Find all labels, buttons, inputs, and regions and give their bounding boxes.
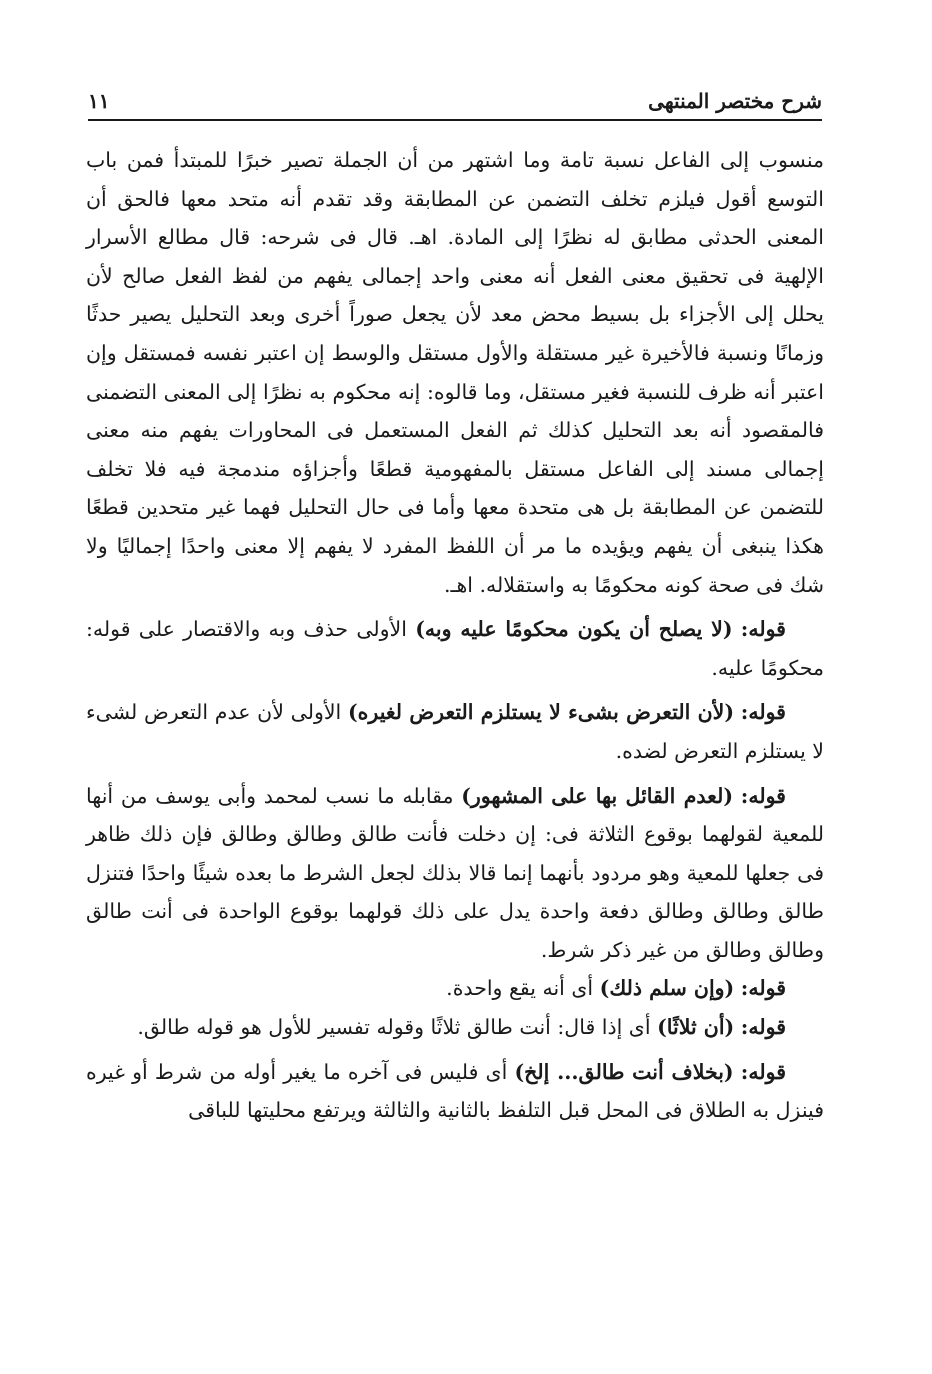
commentary-text: أى فليس فى آخره ما يغير أوله من شرط أو غيره فينزل به الطلاق فى المحل قبل التلفظ بالثانية والثالثة ويرتفع محليتها للباقى — [86, 1059, 824, 1123]
lemma-quote: (أن ثلاثًا) — [657, 1015, 735, 1040]
lemma-quote: (لعدم القائل بها على المشهور) — [461, 783, 734, 808]
lemma-label: قوله: — [740, 976, 786, 1001]
page-header — [88, 85, 822, 121]
lemma-quote: (بخلاف أنت طالق... إلخ) — [514, 1059, 734, 1084]
lemma-quote: (وإن سلم ذلك) — [599, 976, 735, 1001]
commentary-paragraph — [86, 777, 824, 970]
commentary-text: الأولى لأن عدم التعرض لشىء لا يستلزم التعرض لضده. — [86, 700, 824, 763]
commentary-paragraph — [86, 1008, 824, 1047]
lemma-label: قوله: — [740, 1015, 786, 1040]
commentary-text: مقابله ما نسب لمحمد وأبى يوسف من أنها للمعية لقولهما بوقوع الثلاثة فى: إن دخلت فأنت طالق وطالق وطالق فإن ذلك ظاهر فى جعلها للمعية وهو مردود بأنهما إنما قالا بذلك لجعل الشرط ما بعده شيئًا واحدًا فتنزل طالق وطالق وطالق دفعة واحدة يدل على ذلك قولهما بوقوع الواحدة فى أنت طالق وطالق وطالق من غير ذكر شرط. — [86, 783, 824, 962]
paragraph — [86, 141, 824, 604]
lemma-label: قوله: — [740, 783, 786, 808]
running-title: شرح مختصر المنتهى — [648, 89, 822, 113]
commentary-paragraph — [86, 1053, 824, 1130]
commentary-paragraph — [86, 693, 824, 770]
commentary-paragraph — [86, 969, 824, 1008]
page-number: ١١ — [88, 89, 110, 113]
commentary-text: الأولى حذف وبه والاقتصار على قوله: محكومًا عليه. — [86, 617, 824, 680]
commentary-text: أى أنه يقع واحدة. — [446, 976, 594, 1001]
lemma-quote: (لا يصلح أن يكون محكومًا عليه وبه) — [415, 617, 733, 642]
lemma-label: قوله: — [740, 1059, 786, 1084]
lemma-label: قوله: — [740, 700, 786, 725]
commentary-paragraph — [86, 610, 824, 687]
body-text — [86, 141, 824, 1130]
lemma-quote: (لأن التعرض بشىء لا يستلزم التعرض لغيره) — [347, 700, 735, 725]
lemma-label: قوله: — [740, 617, 786, 642]
paragraph-text: منسوب إلى الفاعل نسبة تامة وما اشتهر من أن الجملة تصير خبرًا للمبتدأ فمن باب التوسع أقول فيلزم تخلف التضمن عن المطابقة وقد تقدم أنه متحد معها فالحق أن المعنى الحدثى مطابق له نظرًا إلى المادة. اهـ. قال فى شرحه: قال مطالع الأسرار الإلهية فى تحقيق معنى الفعل أنه معنى واحد إجمالى يفهم من لفظ الفعل صالح لأن يحلل إلى الأجزاء بل بسيط محض معد لأن يجعل صوراً أخرى وبعد التحليل يصير حدثًا وزمانًا ونسبة فالأخيرة غير مستقلة والأول مستقل والوسط إن اعتبر نفسه فمستقل وإن اعتبر أنه ظرف للنسبة فغير مستقل، وما قالوه: إنه محكوم به نظرًا إلى المعنى التضمنى فالمقصود أنه بعد التحليل كذلك ثم الفعل المستعمل فى المحاورات يفهم منه معنى إجمالى مسند إلى الفاعل مستقل بالمفهومية قطعًا وأجزاؤه مندمجة فيه فلا تخلف للتضمن عن المطابقة بل هى متحدة معها وأما فى حال التحليل فهما غير متحدين قطعًا هكذا ينبغى أن يفهم ويؤيده ما مر أن اللفظ المفرد لا يفهم إلا معنى واحدًا إجماليًا ولا شك فى صحة كونه محكومًا به واستقلاله. اهـ. — [86, 148, 824, 597]
commentary-text: أى إذا قال: أنت طالق ثلاثًا وقوله تفسير للأول هو قوله طالق. — [137, 1015, 651, 1040]
